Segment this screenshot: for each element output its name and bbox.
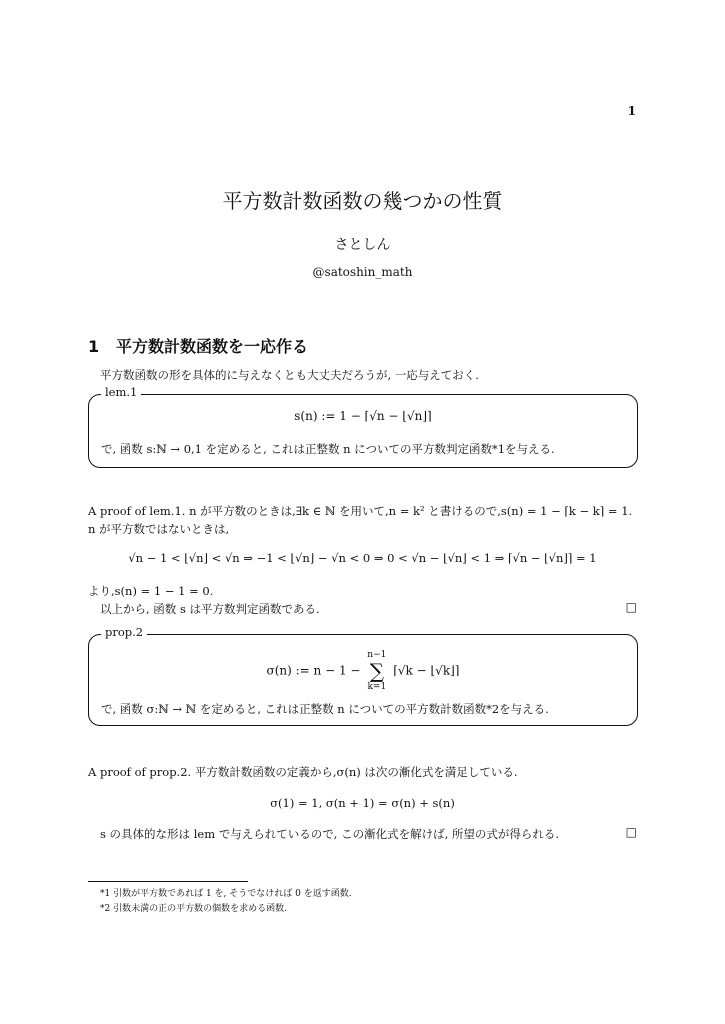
proof1-line3: より,s(n) = 1 − 1 = 0. xyxy=(88,584,214,598)
proposition-text: で, 函数 σ:ℕ → ℕ を定めると, これは正整数 n についての平方数計数函数*2を与える. xyxy=(101,702,549,716)
section-number: 1 xyxy=(88,337,100,356)
lemma-text: で, 函数 s:ℕ → 0,1 を定めると, これは正整数 n についての平方数判定函数*1を与える. xyxy=(101,442,555,456)
summation xyxy=(367,649,386,693)
author-name: さとしん xyxy=(334,237,391,253)
qed-symbol: □ xyxy=(625,825,637,839)
lemma-formula: s(n) := 1 − ⌈√n − ⌊√n⌋⌉ xyxy=(294,409,432,423)
qed-symbol: □ xyxy=(625,600,637,614)
footnote-text: 引数が平方数であれば 1 を, そうでなければ 0 を返す函数. xyxy=(113,889,352,899)
proposition-formula xyxy=(89,649,637,693)
sum-upper-limit: n−1 xyxy=(367,650,387,660)
footnote-mark: *2 xyxy=(100,904,111,914)
formula-rhs: ⌈√k − ⌊√k⌋⌉ xyxy=(393,663,460,678)
proposition-box xyxy=(88,625,638,726)
author-handle: @satoshin_math xyxy=(312,265,413,279)
section-heading xyxy=(88,334,308,357)
proof1-line1: A proof of lem.1. n が平方数のときは,∃k ∈ ℕ を用いて,n = k² と書けるので,s(n) = 1 − ⌈k − k⌉ = 1. xyxy=(88,504,633,518)
intro-text: 平方数函数の形を具体的に与えなくとも大丈夫だろうが, 一応与えておく. xyxy=(100,368,479,382)
sum-lower-limit: k=1 xyxy=(367,682,387,692)
sigma-symbol: ∑ xyxy=(369,659,384,683)
document-title: 平方数計数函数の幾つかの性質 xyxy=(222,189,503,213)
proposition-label: prop.2 xyxy=(101,625,147,639)
lemma-box xyxy=(88,385,638,468)
footnote-text: 引数未満の正の平方数の個数を求める函数. xyxy=(113,904,287,914)
footnote-mark: *1 xyxy=(100,889,111,899)
section-title: 平方数計数函数を一応作る xyxy=(116,337,309,356)
footnote-rule xyxy=(88,881,248,882)
proof2-formula: σ(1) = 1, σ(n + 1) = σ(n) + s(n) xyxy=(270,796,455,810)
formula-lhs: σ(n) := n − 1 − xyxy=(266,663,361,678)
proof2-line1: A proof of prop.2. 平方数計数函数の定義から,σ(n) は次の漸化式を満足している. xyxy=(88,765,518,779)
proof1-line4: 以上から, 函数 s は平方数判定函数である. xyxy=(100,602,320,616)
proof2-line2: s の具体的な形は lem で与えられているので, この漸化式を解けば, 所望の式が得られる. xyxy=(100,827,560,841)
lemma-label: lem.1 xyxy=(101,385,141,399)
proof1-formula: √n − 1 < ⌊√n⌋ < √n ⇒ −1 < ⌊√n⌋ − √n < 0 ⇒ 0 < √n − ⌊√n⌋ < 1 ⇒ ⌈√n − ⌊√n⌋⌉ = 1 xyxy=(128,551,597,565)
footnote-2 xyxy=(100,901,287,914)
page-number: 1 xyxy=(627,104,636,118)
proof1-line2: n が平方数ではないときは, xyxy=(88,522,230,536)
footnote-1 xyxy=(100,886,352,899)
